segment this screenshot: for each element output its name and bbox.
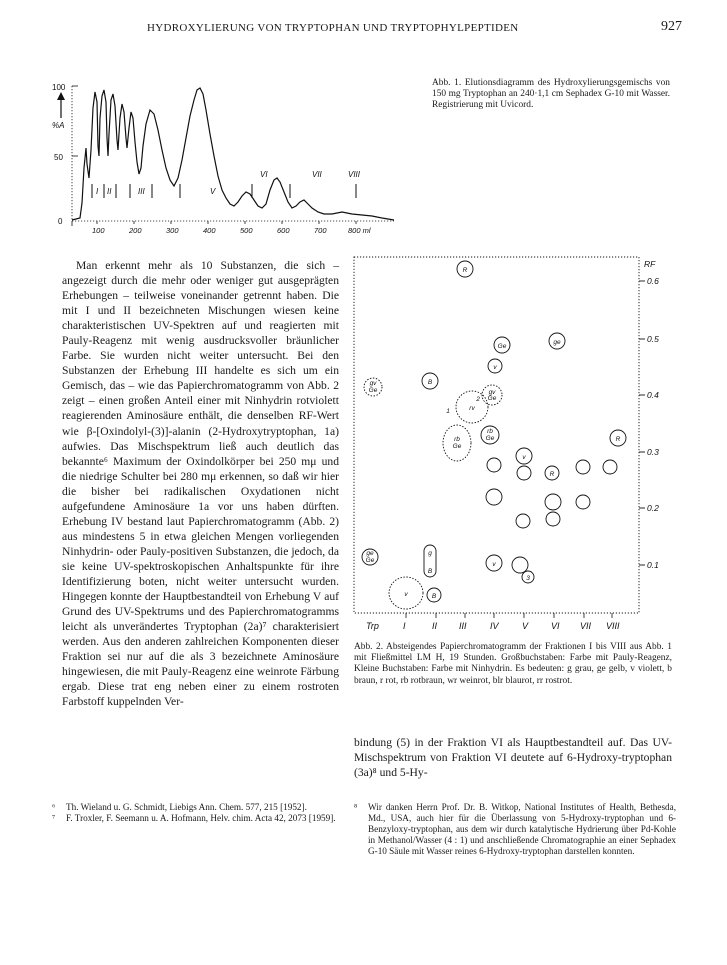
fraction-label-i: I bbox=[96, 187, 99, 196]
fraction-label-ii: II bbox=[107, 187, 112, 196]
footnote bbox=[52, 802, 338, 813]
x-tick-300: 300 bbox=[166, 226, 179, 235]
x-tick-800: 800 ml bbox=[348, 226, 371, 235]
fraction-label-iii: III bbox=[138, 187, 145, 196]
x-tick-600: 600 bbox=[277, 226, 290, 235]
spot-label: ge bbox=[553, 339, 561, 346]
running-title: HYDROXYLIERUNG VON TRYPTOPHAN UND TRYPTOPHYLPEPTIDEN bbox=[147, 22, 519, 34]
spot-label: Ge bbox=[485, 435, 495, 442]
spot-label: rb bbox=[454, 436, 460, 443]
figure-2-paper-chromatogram bbox=[352, 255, 672, 640]
rf-tick-0.3: 0.3 bbox=[647, 447, 659, 457]
spot-label: B bbox=[427, 379, 433, 386]
figure-2-caption: Abb. 2. Absteigendes Papierchromatogramm der Fraktionen I bis VIII aus Abb. 1 mit Fließmittel LM H, 19 Stunden. Großbuchstaben: Farbe mit Pauly-Reagenz, Kleine Buchstaben: Farbe mit Ninhydrin. Es bedeuten: g grau, ge gelb, v violett, b braun, r rot, rb rotbraun, wr weinrot, blr blaurot, rr rostrot. bbox=[354, 642, 672, 686]
figure-1-caption: Abb. 1. Elutionsdiagramm des Hydroxylierungsgemischs von 150 mg Tryptophan an 240·1,1 cm Sephadex G-10 mit Wasser. Registrierung mit Uvicord. bbox=[432, 78, 670, 111]
lane-label-vi: VI bbox=[551, 621, 560, 631]
body-paragraph: Man erkennt mehr als 10 Substanzen, die sich – angezeigt durch die mehr oder weniger gut ausgeprägten Erhebungen – teilweise voneinander getrennt haben. Die mit I und II bezeichneten Mischungen wiesen keine charakteristischen UV-Spektren auf und reagierten mit Pauly-Reagenz mit wenig ausdrucksvoller bräunlicher Farbe. Sie wurden nicht weiter untersucht. Bei den Substanzen der Erhebung III handelte es sich um ein Gemisch, das – wie das Papierchromatogramm von Abb. 2 zeigt – einen großen Anteil einer mit Ninhydrin rotviolett reagierenden Aminosäure enthält, die denselben RF-Wert wie β-[Oxindolyl-(3)]-alanin (2-Hydroxytryptophan, 1a) aufwies. Das Mischspektrum ließ auch deutlich das bekannte⁶ Maximum der Oxindolkörper bei 250 mμ und die niedrige Schulter bei 280 mμ erkennen, so daß wir hier die bisher bei radikalischen Oxydationen nicht aufgefundene Aminosäure 1a vor uns haben dürften. Erhebung IV bestand laut Papierchromatogramm (Abb. 2) aus mindestens 5 in etwa gleichen Mengen vorliegenden Ninhydrin- oder Pauly-positiven Substanzen, die jedoch, da sie keine UV-spektroskopischen Anhaltspunkte für ihre Identifizierung boten, nicht weiter untersucht wurden. Hingegen konnte der Hauptbestandteil von Erhebung V auf Grund des UV-Spektrums und des Papierchromatogramms leicht als unverändertes Tryptophan (2a)⁷ charakterisiert werden. Aus den anderen zahlreichen Komponenten dieser Fraktion sei nur auf die als 3 bezeichnete Aminosäure hingewiesen, die mit Pauly-Reagenz eine weinrote Färbung ergab. Diese trat eng neben einer zu einem rostroten Farbstoff kuppelnden Ver- bbox=[62, 259, 339, 709]
spot-label: B bbox=[431, 593, 437, 600]
rf-tick-0.4: 0.4 bbox=[647, 390, 659, 400]
spot-label: gv bbox=[369, 380, 377, 387]
footnote-text: Th. Wieland u. G. Schmidt, Liebigs Ann. Chem. 577, 215 [1952]. bbox=[66, 802, 307, 812]
spot-label: gv bbox=[488, 389, 496, 396]
spot-label: Ge bbox=[365, 557, 375, 564]
body-column-right: bindung (5) in der Fraktion VI als Hauptbestandteil auf. Das UV-Mischspektrum von Fraktion VI deutete auf 6-Hydroxy-tryptophan (3a)⁸ und 5-Hy- bbox=[354, 736, 672, 780]
spot-label: 2 bbox=[476, 396, 480, 403]
footnote bbox=[354, 802, 676, 857]
fraction-label-vii: VII bbox=[312, 170, 322, 179]
elution-curve bbox=[72, 88, 394, 220]
lane-label-vii: VII bbox=[580, 621, 592, 631]
lane-label-i: I bbox=[403, 621, 406, 631]
spot-label: v bbox=[493, 364, 497, 371]
lane-label-viii: VIII bbox=[606, 621, 620, 631]
spot-label: 3 bbox=[526, 575, 530, 582]
footnote-mark: ⁶ bbox=[52, 802, 56, 812]
footnote-text: Wir danken Herrn Prof. Dr. B. Witkop, National Institutes of Health, Bethesda, Md., USA, auch hier für die Überlassung von 5-Hydroxy-tryptophan und 6-Benzyloxy-tryptophan, aus dem wir durch katalytische Hydrierung über Pd-Kohle in Methanol/Wasser (4 : 1) und anschließende Chromatographie an einer Sephadex G-10 Säule mit Wasser reines 6-Hydroxy-tryptophan darstellen konnten. bbox=[368, 802, 676, 856]
y-tick-50: 50 bbox=[54, 153, 63, 162]
y-tick-0: 0 bbox=[58, 217, 63, 226]
spot-label: B bbox=[427, 568, 433, 575]
spot-label: 1 bbox=[446, 408, 450, 415]
y-tick-100: 100 bbox=[52, 83, 66, 92]
spot-label: R bbox=[462, 267, 468, 274]
spot-label: R bbox=[615, 436, 621, 443]
spot-label: g bbox=[428, 550, 432, 557]
spot-label: v bbox=[492, 561, 496, 568]
spot-label: Ge bbox=[497, 343, 507, 350]
spot-label: Ge bbox=[487, 395, 497, 402]
fraction-label-v: V bbox=[210, 187, 216, 196]
lane-label-iii: III bbox=[459, 621, 467, 631]
x-tick-500: 500 bbox=[240, 226, 253, 235]
rf-tick-0.1: 0.1 bbox=[647, 560, 659, 570]
spot-label: Ge bbox=[452, 443, 462, 450]
lane-label-iv: IV bbox=[490, 621, 499, 631]
rf-label: RF bbox=[644, 259, 656, 269]
spot-label: v bbox=[404, 591, 408, 598]
y-axis-arrow bbox=[57, 92, 65, 118]
figure-1-elution-diagram bbox=[52, 78, 397, 248]
footnote-mark: ⁷ bbox=[52, 812, 56, 823]
footnotes-right bbox=[354, 802, 676, 857]
rf-tick-0.6: 0.6 bbox=[647, 276, 659, 286]
page-number: 927 bbox=[661, 19, 682, 34]
fraction-label-vi: VI bbox=[260, 170, 268, 179]
x-tick-100: 100 bbox=[92, 226, 105, 235]
footnotes-left bbox=[52, 802, 338, 824]
spot-label: rv bbox=[469, 405, 475, 412]
fraction-label-viii: VIII bbox=[348, 170, 361, 179]
lane-label-trp: Trp bbox=[366, 621, 379, 631]
rf-tick-0.5: 0.5 bbox=[647, 334, 659, 344]
spot-label: R bbox=[549, 471, 555, 478]
spot-label: Ge bbox=[368, 387, 378, 394]
spot-label: ge bbox=[366, 550, 374, 557]
lane-label-v: V bbox=[522, 621, 529, 631]
x-tick-200: 200 bbox=[129, 226, 142, 235]
footnote-text: F. Troxler, F. Seemann u. A. Hofmann, Helv. chim. Acta 42, 2073 [1959]. bbox=[66, 812, 336, 823]
body-column-left bbox=[62, 258, 339, 709]
spot-label: rb bbox=[487, 428, 493, 435]
page-header bbox=[52, 19, 682, 40]
footnote-mark: ⁸ bbox=[354, 802, 358, 812]
footnote bbox=[52, 813, 338, 824]
lane-label-ii: II bbox=[432, 621, 438, 631]
x-tick-400: 400 bbox=[203, 226, 216, 235]
y-axis-label: %A bbox=[52, 121, 65, 130]
rf-tick-0.2: 0.2 bbox=[647, 503, 659, 513]
spot-label: v bbox=[522, 454, 526, 461]
x-tick-700: 700 bbox=[314, 226, 327, 235]
